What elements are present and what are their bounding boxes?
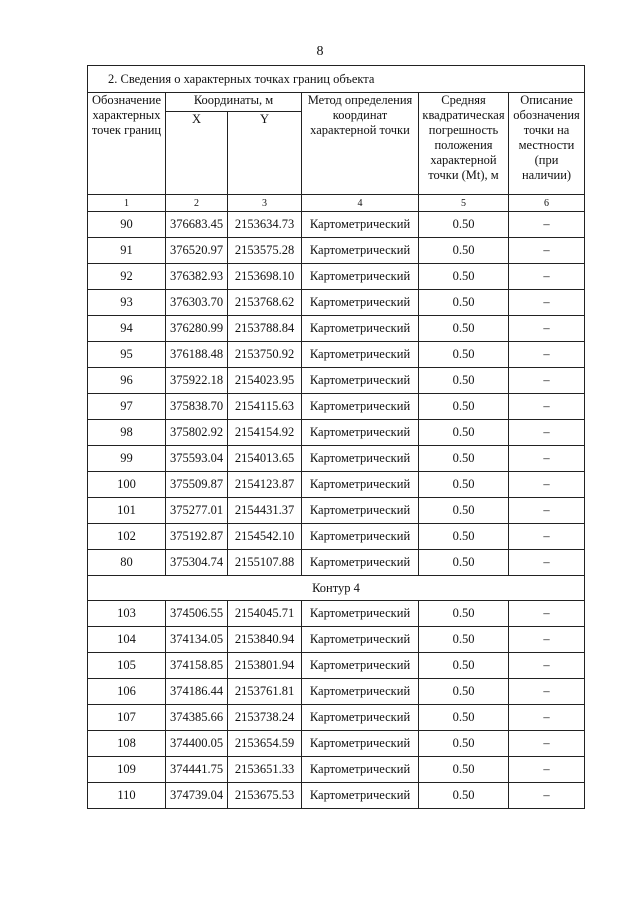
contour-row — [88, 576, 585, 601]
coord-y-cell: 2155107.88 — [228, 550, 302, 576]
point-id-cell: 101 — [88, 498, 166, 524]
table-row — [88, 342, 585, 368]
error-cell: 0.50 — [419, 212, 509, 238]
point-id-cell: 98 — [88, 420, 166, 446]
coord-x-cell: 376188.48 — [166, 342, 228, 368]
error-cell: 0.50 — [419, 679, 509, 705]
coord-y-cell: 2153634.73 — [228, 212, 302, 238]
table-row — [88, 316, 585, 342]
method-cell: Картометрический — [302, 472, 419, 498]
error-cell: 0.50 — [419, 238, 509, 264]
table-row — [88, 472, 585, 498]
coord-y-cell: 2153651.33 — [228, 757, 302, 783]
table-row — [88, 212, 585, 238]
description-cell: – — [509, 783, 585, 809]
description-cell: – — [509, 238, 585, 264]
column-number: 3 — [228, 195, 302, 212]
description-cell: – — [509, 446, 585, 472]
coord-x-cell: 376520.97 — [166, 238, 228, 264]
table-row — [88, 679, 585, 705]
description-cell: – — [509, 498, 585, 524]
error-cell: 0.50 — [419, 316, 509, 342]
method-cell: Картометрический — [302, 705, 419, 731]
method-cell: Картометрический — [302, 783, 419, 809]
column-numbers-row — [88, 195, 585, 212]
coord-x-cell: 376382.93 — [166, 264, 228, 290]
coord-x-cell: 374385.66 — [166, 705, 228, 731]
description-cell: – — [509, 212, 585, 238]
coord-x-cell: 376303.70 — [166, 290, 228, 316]
error-cell: 0.50 — [419, 757, 509, 783]
error-cell: 0.50 — [419, 705, 509, 731]
coord-x-cell: 375277.01 — [166, 498, 228, 524]
coord-x-cell: 375509.87 — [166, 472, 228, 498]
coord-y-cell: 2153768.62 — [228, 290, 302, 316]
description-cell: – — [509, 290, 585, 316]
table-row — [88, 420, 585, 446]
section-title: 2. Сведения о характерных точках границ объекта — [88, 66, 585, 93]
error-cell: 0.50 — [419, 731, 509, 757]
contour-label: Контур 4 — [88, 576, 585, 601]
page-number: 8 — [316, 44, 324, 59]
table-row — [88, 368, 585, 394]
header-method: Метод определения координат характерной точки — [302, 93, 419, 195]
error-cell: 0.50 — [419, 550, 509, 576]
error-cell: 0.50 — [419, 290, 509, 316]
coord-x-cell: 376683.45 — [166, 212, 228, 238]
method-cell: Картометрический — [302, 498, 419, 524]
column-number: 2 — [166, 195, 228, 212]
description-cell: – — [509, 394, 585, 420]
coord-x-cell: 375802.92 — [166, 420, 228, 446]
table-row — [88, 653, 585, 679]
table-row — [88, 783, 585, 809]
description-cell: – — [509, 420, 585, 446]
error-cell: 0.50 — [419, 653, 509, 679]
point-id-cell: 107 — [88, 705, 166, 731]
table-row — [88, 550, 585, 576]
point-id-cell: 99 — [88, 446, 166, 472]
table-row — [88, 731, 585, 757]
column-number: 1 — [88, 195, 166, 212]
method-cell: Картометрический — [302, 757, 419, 783]
coord-y-cell: 2153801.94 — [228, 653, 302, 679]
method-cell: Картометрический — [302, 368, 419, 394]
point-id-cell: 102 — [88, 524, 166, 550]
table-row — [88, 757, 585, 783]
coord-y-cell: 2153654.59 — [228, 731, 302, 757]
method-cell: Картометрический — [302, 316, 419, 342]
description-cell: – — [509, 472, 585, 498]
coord-y-cell: 2154542.10 — [228, 524, 302, 550]
table-row — [88, 705, 585, 731]
description-cell: – — [509, 627, 585, 653]
method-cell: Картометрический — [302, 238, 419, 264]
coord-x-cell: 374441.75 — [166, 757, 228, 783]
method-cell: Картометрический — [302, 420, 419, 446]
coord-y-cell: 2153761.81 — [228, 679, 302, 705]
coord-y-cell: 2154431.37 — [228, 498, 302, 524]
boundary-points-table — [87, 65, 585, 809]
coord-y-cell: 2153675.53 — [228, 783, 302, 809]
point-id-cell: 110 — [88, 783, 166, 809]
description-cell: – — [509, 757, 585, 783]
column-number: 6 — [509, 195, 585, 212]
table-row — [88, 627, 585, 653]
description-cell: – — [509, 550, 585, 576]
point-id-cell: 97 — [88, 394, 166, 420]
error-cell: 0.50 — [419, 783, 509, 809]
coord-x-cell: 374400.05 — [166, 731, 228, 757]
error-cell: 0.50 — [419, 472, 509, 498]
error-cell: 0.50 — [419, 498, 509, 524]
header-y: Y — [228, 112, 302, 195]
point-id-cell: 96 — [88, 368, 166, 394]
point-id-cell: 93 — [88, 290, 166, 316]
header-x: X — [166, 112, 228, 195]
column-number: 5 — [419, 195, 509, 212]
point-id-cell: 104 — [88, 627, 166, 653]
coord-y-cell: 2154023.95 — [228, 368, 302, 394]
header-designation: Обозначение характерных точек границ — [88, 93, 166, 195]
method-cell: Картометрический — [302, 731, 419, 757]
coord-y-cell: 2154154.92 — [228, 420, 302, 446]
table-row — [88, 394, 585, 420]
error-cell: 0.50 — [419, 420, 509, 446]
point-id-cell: 80 — [88, 550, 166, 576]
column-number: 4 — [302, 195, 419, 212]
table-row — [88, 498, 585, 524]
table-row — [88, 601, 585, 627]
coord-x-cell: 375922.18 — [166, 368, 228, 394]
error-cell: 0.50 — [419, 627, 509, 653]
method-cell: Картометрический — [302, 446, 419, 472]
coord-x-cell: 374506.55 — [166, 601, 228, 627]
coord-y-cell: 2153840.94 — [228, 627, 302, 653]
table-row — [88, 264, 585, 290]
coord-x-cell: 375838.70 — [166, 394, 228, 420]
description-cell: – — [509, 524, 585, 550]
method-cell: Картометрический — [302, 679, 419, 705]
section-title-row — [88, 66, 585, 93]
coord-x-cell: 374739.04 — [166, 783, 228, 809]
method-cell: Картометрический — [302, 290, 419, 316]
header-description: Описание обозначения точки на местности (при наличии) — [509, 93, 585, 195]
method-cell: Картометрический — [302, 212, 419, 238]
coord-y-cell: 2153750.92 — [228, 342, 302, 368]
method-cell: Картометрический — [302, 550, 419, 576]
description-cell: – — [509, 705, 585, 731]
error-cell: 0.50 — [419, 446, 509, 472]
description-cell: – — [509, 601, 585, 627]
error-cell: 0.50 — [419, 368, 509, 394]
table-row — [88, 238, 585, 264]
coord-x-cell: 374134.05 — [166, 627, 228, 653]
method-cell: Картометрический — [302, 524, 419, 550]
method-cell: Картометрический — [302, 264, 419, 290]
point-id-cell: 105 — [88, 653, 166, 679]
error-cell: 0.50 — [419, 264, 509, 290]
point-id-cell: 92 — [88, 264, 166, 290]
coord-x-cell: 375192.87 — [166, 524, 228, 550]
table-row — [88, 290, 585, 316]
point-id-cell: 109 — [88, 757, 166, 783]
error-cell: 0.50 — [419, 601, 509, 627]
point-id-cell: 103 — [88, 601, 166, 627]
description-cell: – — [509, 342, 585, 368]
table-row — [88, 524, 585, 550]
method-cell: Картометрический — [302, 653, 419, 679]
description-cell: – — [509, 653, 585, 679]
point-id-cell: 100 — [88, 472, 166, 498]
point-id-cell: 108 — [88, 731, 166, 757]
description-cell: – — [509, 731, 585, 757]
header-row-1 — [88, 93, 585, 112]
method-cell: Картометрический — [302, 627, 419, 653]
point-id-cell: 94 — [88, 316, 166, 342]
point-id-cell: 90 — [88, 212, 166, 238]
method-cell: Картометрический — [302, 342, 419, 368]
error-cell: 0.50 — [419, 342, 509, 368]
description-cell: – — [509, 264, 585, 290]
error-cell: 0.50 — [419, 394, 509, 420]
point-id-cell: 95 — [88, 342, 166, 368]
header-error: Средняя квадратическая погрешность положения характерной точки (Mt), м — [419, 93, 509, 195]
coord-y-cell: 2153788.84 — [228, 316, 302, 342]
coord-y-cell: 2154123.87 — [228, 472, 302, 498]
coord-y-cell: 2153698.10 — [228, 264, 302, 290]
coord-x-cell: 375593.04 — [166, 446, 228, 472]
coord-y-cell: 2153575.28 — [228, 238, 302, 264]
method-cell: Картометрический — [302, 601, 419, 627]
coord-x-cell: 376280.99 — [166, 316, 228, 342]
coord-y-cell: 2154045.71 — [228, 601, 302, 627]
point-id-cell: 106 — [88, 679, 166, 705]
coord-y-cell: 2154013.65 — [228, 446, 302, 472]
method-cell: Картометрический — [302, 394, 419, 420]
description-cell: – — [509, 679, 585, 705]
coord-y-cell: 2154115.63 — [228, 394, 302, 420]
error-cell: 0.50 — [419, 524, 509, 550]
coord-x-cell: 375304.74 — [166, 550, 228, 576]
table-row — [88, 446, 585, 472]
point-id-cell: 91 — [88, 238, 166, 264]
coord-x-cell: 374158.85 — [166, 653, 228, 679]
description-cell: – — [509, 368, 585, 394]
header-coordinates: Координаты, м — [166, 93, 302, 112]
coord-y-cell: 2153738.24 — [228, 705, 302, 731]
description-cell: – — [509, 316, 585, 342]
coord-x-cell: 374186.44 — [166, 679, 228, 705]
